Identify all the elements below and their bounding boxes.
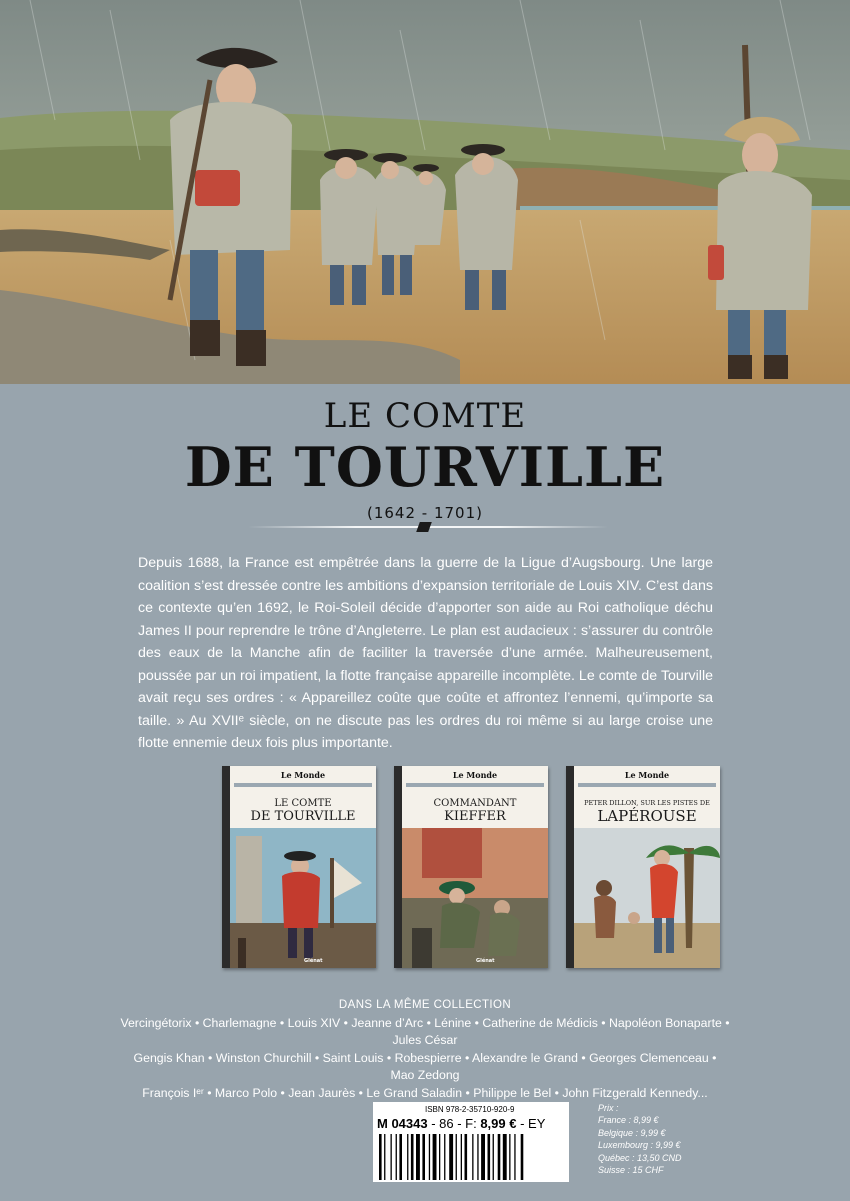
isbn-text: ISBN 978-2-35710-920-9 <box>425 1105 515 1114</box>
book-cover-tourville <box>222 766 376 968</box>
barcode-bar <box>399 1134 402 1180</box>
price-luxembourg: Luxembourg : 9,99 € <box>598 1140 681 1151</box>
barcode-bar <box>396 1134 397 1180</box>
title-line-2: DE TOURVILLE <box>184 435 666 499</box>
barcode-bar <box>477 1134 478 1180</box>
book-band <box>406 783 544 787</box>
collection-line-3: François Iᵉʳ • Marco Polo • Jean Jaurès • Le Grand Saladin • Philippe le Bel • John Fitzgerald Kennedy... <box>142 1085 708 1100</box>
book-illustration <box>230 828 376 968</box>
barcode-bar <box>391 1134 392 1180</box>
book-publisher: Glénat <box>476 958 495 964</box>
barcode-code: M 04343 <box>377 1116 428 1131</box>
book-cover-kieffer <box>394 766 548 968</box>
barcode-bar <box>481 1134 485 1180</box>
barcode-bar <box>422 1134 425 1180</box>
price-label: Prix : <box>598 1103 619 1113</box>
barcode-bar <box>509 1134 510 1180</box>
barcode-bar <box>465 1134 468 1180</box>
barcode-price: 8,99 € <box>480 1116 517 1131</box>
barcode-label <box>373 1102 569 1182</box>
book-cover-laperouse <box>566 766 720 968</box>
book-title-line-2: LAPÉROUSE <box>597 807 697 825</box>
book-spine <box>566 766 574 968</box>
book-publisher: Glénat <box>304 958 323 964</box>
barcode-issue: - 86 - F: <box>427 1116 481 1131</box>
barcode-bars <box>379 1134 563 1180</box>
barcode-bar <box>456 1134 457 1180</box>
collection-heading: DANS LA MÊME COLLECTION <box>338 999 512 1011</box>
book-title-line-1: COMMANDANT <box>433 798 517 809</box>
book-title-line-1: PETER DILLON, SUR LES PISTES DE <box>584 799 710 807</box>
book-spine <box>394 766 402 968</box>
barcode-bar <box>472 1134 473 1180</box>
barcode-bar <box>498 1134 501 1180</box>
barcode-code-line <box>377 1116 545 1131</box>
book-title-line-2: KIEFFER <box>444 809 506 824</box>
barcode-bar <box>379 1134 382 1180</box>
book-brand: Le Monde <box>280 770 326 780</box>
book-band <box>234 783 372 787</box>
barcode-bar <box>429 1134 430 1180</box>
book-title <box>404 797 546 823</box>
barcode-bar <box>514 1134 515 1180</box>
synopsis-text: Depuis 1688, la France est empêtrée dans la guerre de la Ligue d’Augsbourg. Une large coalition s’est dressée contre les ambitions d’expansion territoriale de Louis XIV. C’est dans ce contexte qu’en 1692, le Roi-Soleil décide d’apporter son aide au Roi catholique déchu James II pour reprendre le trône d’Angleterre. Le plan est audacieux : s’assurer du contrôle des eaux de la Manche afin de faciliter la traversée d’une armée. Malheureusement, poussée par un roi impatient, la flotte française appareille incomplète. Le comte de Tourville avait reçu ses ordres : « Appareillez coûte que coûte et affrontez l’ennemi, qu’importe sa taille. » Au XVIIᵉ siècle, on ne discute pas les ordres du roi même si au large croise une flotte ennemie deux fois plus importante. <box>138 555 713 751</box>
barcode-bar <box>449 1134 453 1180</box>
collection-list <box>120 997 730 1102</box>
book-brand: Le Monde <box>624 770 670 780</box>
barcode-bar <box>411 1134 414 1180</box>
barcode-bar <box>384 1134 385 1180</box>
book-illustration <box>574 828 720 968</box>
divider-ornament <box>416 522 432 532</box>
collection-covers <box>222 766 722 971</box>
barcode-bar <box>433 1134 437 1180</box>
collection-line-1: Vercingétorix • Charlemagne • Louis XIV • Jeanne d’Arc • Lénine • Catherine de Médicis • Napoléon Bonaparte • Jules César <box>120 1015 730 1047</box>
barcode-bar <box>488 1134 491 1180</box>
barcode-bar <box>493 1134 494 1180</box>
title-block <box>0 396 850 522</box>
book-illustration <box>402 828 548 968</box>
barcode-bar <box>461 1134 462 1180</box>
barcode-suffix: - EY <box>516 1116 546 1131</box>
price-france: France : 8,99 € <box>598 1115 659 1126</box>
price-suisse: Suisse : 15 CHF <box>598 1165 664 1176</box>
life-dates: (1642 - 1701) <box>366 504 483 522</box>
barcode-bar <box>444 1134 445 1180</box>
book-brand: Le Monde <box>452 770 498 780</box>
barcode-bar <box>439 1134 440 1180</box>
cover-illustration <box>0 0 850 384</box>
barcode-bar <box>521 1134 524 1180</box>
barcode-bar <box>503 1134 507 1180</box>
book-spine <box>222 766 230 968</box>
price-quebec: Québec : 13,50 CND <box>598 1152 682 1163</box>
book-title-line-1: LE COMTE <box>274 798 332 809</box>
price-belgique: Belgique : 9,99 € <box>598 1127 666 1138</box>
title-line-1: LE COMTE <box>323 396 527 436</box>
book-title-line-2: DE TOURVILLE <box>250 809 356 824</box>
collection-line-2: Gengis Khan • Winston Churchill • Saint Louis • Robespierre • Alexandre le Grand • Georges Clemenceau • Mao Zedong <box>133 1050 717 1082</box>
book-title <box>576 797 718 823</box>
barcode-bar <box>416 1134 420 1180</box>
book-band <box>578 783 716 787</box>
book-title <box>232 797 374 823</box>
price-list <box>598 1102 682 1176</box>
barcode-bar <box>407 1134 408 1180</box>
